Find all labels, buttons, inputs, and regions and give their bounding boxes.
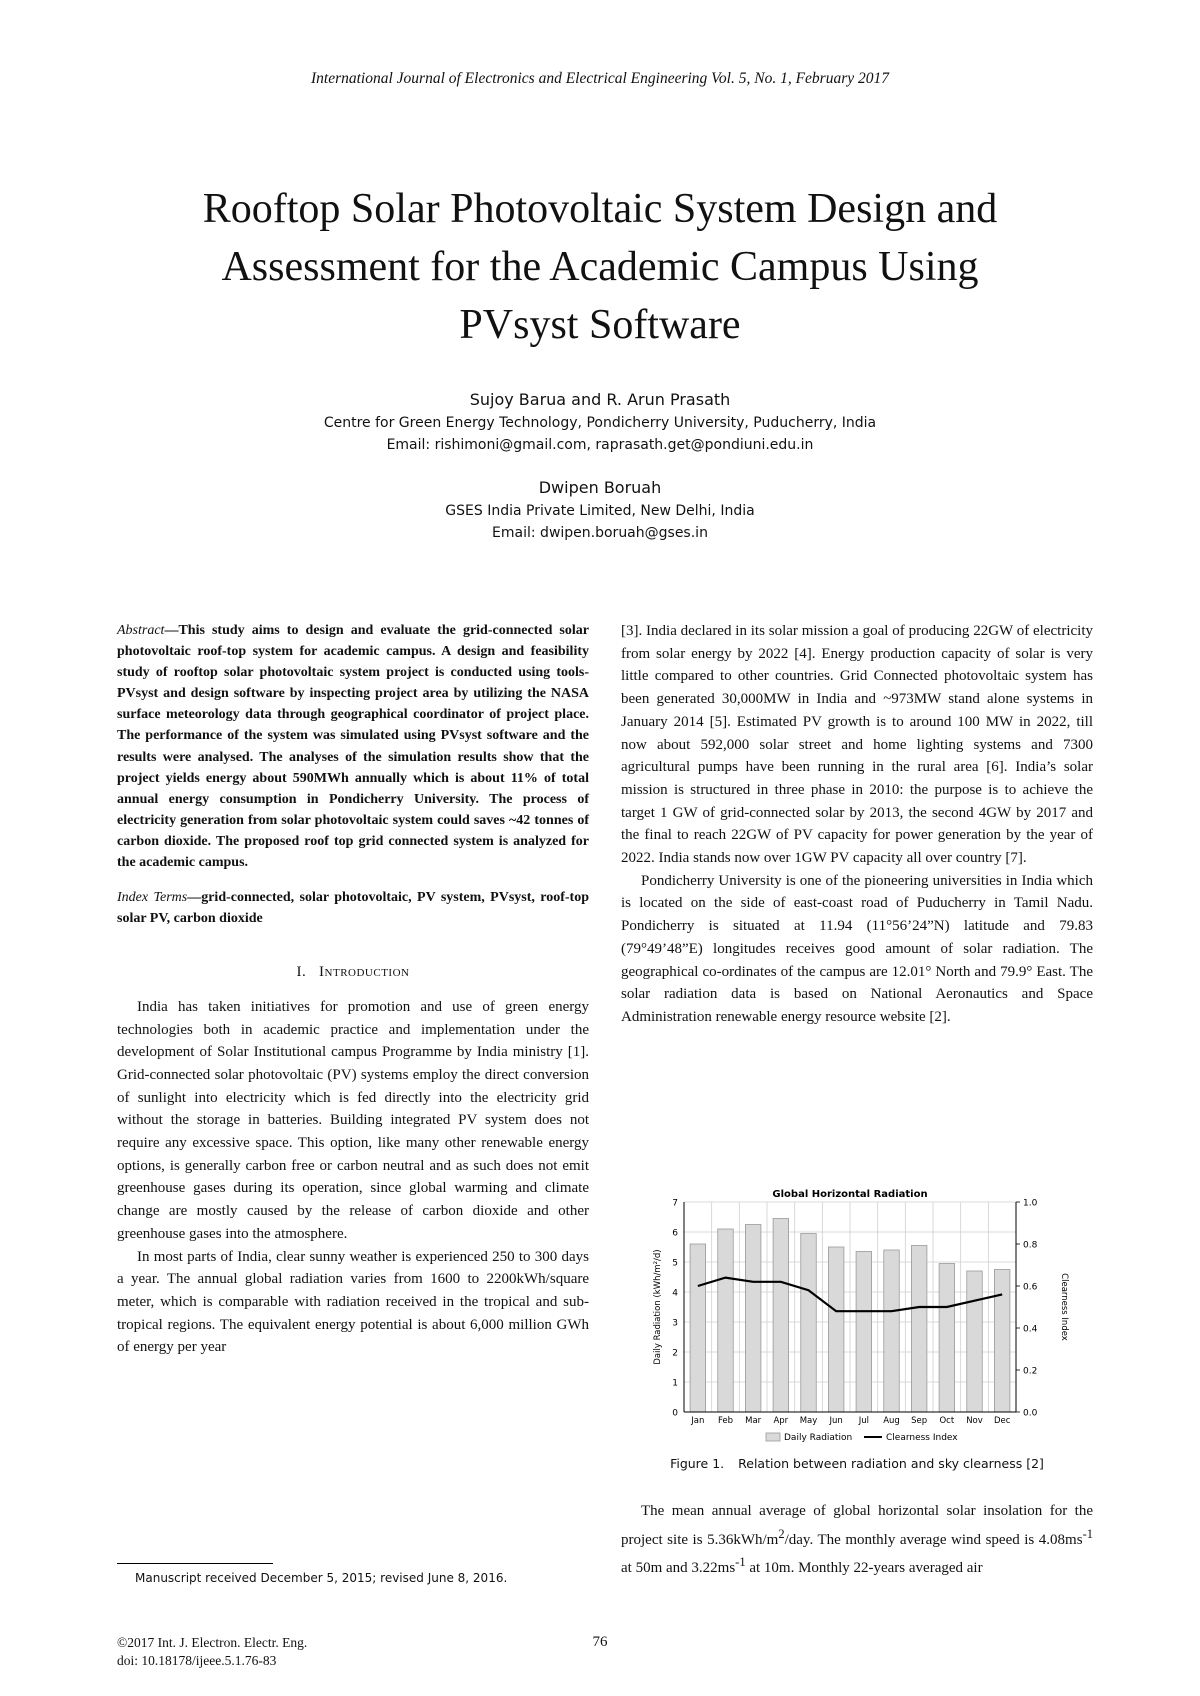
section-title: Introduction — [319, 964, 410, 981]
bar-daily-radiation — [911, 1246, 926, 1413]
left-column — [117, 620, 589, 1359]
title-line: PVsyst Software — [459, 302, 741, 348]
abstract-text: —This study aims to design and evaluate the grid-connected solar photovoltaic roof-top system for academic campus. A design and feasibility study of rooftop solar photovoltaic system project is conducted using tools- PVsyst and design software by inspecting project area by utilizing the NASA surface meteorology data through geographical coordinator of project place. The performance of the system was simulated using PVsyst software and the results were analysed. The analyses of the simulation results show that the project yields energy about 590MWh annually which is about 11% of total annual energy consumption in Pondicherry University. The process of electricity generation from solar photovoltaic system could saves ~42 tonnes of carbon dioxide. The proposed roof top grid connected system is analyzed for the academic campus. — [117, 623, 589, 871]
title-line: Rooftop Solar Photovoltaic System Design and — [202, 186, 998, 232]
bar-daily-radiation — [745, 1225, 760, 1413]
section-heading — [117, 961, 589, 984]
page-number: 76 — [592, 1634, 608, 1650]
y-tick-label: 4 — [672, 1288, 678, 1299]
y-axis-label: Daily Radiation (kWh/m²/d) — [653, 1249, 663, 1365]
y-tick-label: 5 — [672, 1258, 678, 1269]
figure-caption — [621, 1456, 1093, 1471]
author-affiliation: Centre for Green Energy Technology, Pondicherry University, Puducherry, India — [323, 415, 877, 431]
y-right-tick-label: 0.4 — [1023, 1324, 1038, 1335]
abstract — [117, 620, 589, 873]
superscript: 2 — [778, 1526, 785, 1541]
index-terms — [117, 887, 589, 929]
y-right-axis-label: Clearness Index — [1059, 1273, 1069, 1341]
y-tick-label: 2 — [672, 1348, 678, 1359]
text-run: at 50m and 3.22ms — [621, 1560, 736, 1577]
footnote: Manuscript received December 5, 2015; revised June 8, 2016. — [135, 1571, 508, 1585]
journal-header: International Journal of Electronics and Electrical Engineering Vol. 5, No. 1, February 2017 — [310, 70, 889, 87]
body-paragraph: In most parts of India, clear sunny weather is experienced 250 to 300 days a year. The annual global radiation varies from 1600 to 2200kWh/square meter, which is comparable with radiation received in the tropical and sub-tropical regions. The equivalent energy potential is about 6,000 million GWh of energy per year — [117, 1248, 589, 1356]
author-names: Sujoy Barua and R. Arun Prasath — [469, 390, 731, 409]
author-email: Email: dwipen.boruah@gses.in — [492, 525, 708, 541]
y-tick-label: 6 — [672, 1228, 678, 1239]
bar-daily-radiation — [856, 1252, 871, 1413]
x-tick-label: Jul — [858, 1416, 869, 1426]
bar-daily-radiation — [884, 1250, 899, 1412]
text-run: /day. The monthly average wind speed is 4.08ms — [784, 1531, 1083, 1548]
legend-swatch-bar — [766, 1433, 780, 1441]
figure-number: Figure 1. — [670, 1456, 725, 1471]
body-paragraph: India has taken initiatives for promotion and use of green energy technologies both in academic practice and implementation under the development of Solar Institutional campus Programme by India ministry [1]. Grid-connected solar photovoltaic (PV) systems employ the direct conversion of sunlight into electricity which is fed directly into the electricity grid without the storage in batteries. Building integrated PV system does not require any excessive space. This option, like many other renewable energy options, is generally carbon free or carbon neutral and as such does not emit greenhouse gases during its operation, since global warming and climate change are mostly caused by the release of carbon dioxide and other greenhouse gases into the atmosphere. — [117, 998, 589, 1242]
author-email: Email: rishimoni@gmail.com, raprasath.get@pondiuni.edu.in — [386, 437, 814, 453]
bar-daily-radiation — [994, 1270, 1009, 1413]
author-block — [0, 388, 1200, 544]
text-run: The mean annual average of global horizontal solar insolation for the project site is 5.36kWh/m — [621, 1503, 1093, 1548]
title-line: Assessment for the Academic Campus Using — [221, 244, 979, 290]
author-affiliation: GSES India Private Limited, New Delhi, India — [445, 503, 755, 519]
body-paragraph: Pondicherry University is one of the pioneering universities in India which is located on the side of east-coast road of Puducherry in Tamil Nadu. Pondicherry is situated at 11.94 (11°56’24”N) latitude and 79.83 (79°49’48”E) longitudes receives good amount of solar radiation. The geographical co-ordinates of the campus are 12.01° North and 79.9° East. The solar radiation data is based on National Aeronautics and Space Administration renewable energy resource website [2]. — [621, 872, 1093, 1025]
y-tick-label: 0 — [672, 1408, 678, 1419]
x-tick-label: Sep — [911, 1416, 928, 1426]
insolation-paragraph — [621, 1500, 1093, 1580]
legend-label: Clearness Index — [886, 1433, 958, 1443]
abstract-label: Abstract — [117, 623, 165, 638]
y-tick-label: 1 — [672, 1378, 678, 1389]
x-tick-label: Jan — [691, 1416, 705, 1426]
index-terms-text: —grid-connected, solar photovoltaic, PV system, PVsyst, roof-top solar PV, carbon dioxide — [117, 890, 590, 927]
section-number: I. — [296, 964, 307, 981]
y-tick-label: 7 — [672, 1198, 678, 1209]
x-tick-label: Mar — [745, 1416, 762, 1426]
x-tick-label: May — [799, 1416, 818, 1426]
copyright: ©2017 Int. J. Electron. Electr. Eng. — [117, 1635, 308, 1650]
bar-daily-radiation — [828, 1247, 843, 1412]
y-tick-label: 3 — [672, 1318, 678, 1329]
footnote-rule — [117, 1563, 273, 1564]
superscript: -1 — [1082, 1526, 1093, 1541]
y-right-tick-label: 0.0 — [1023, 1408, 1038, 1419]
bar-daily-radiation — [939, 1264, 954, 1413]
superscript: -1 — [735, 1555, 746, 1570]
x-tick-label: Apr — [773, 1416, 789, 1426]
x-tick-label: Aug — [883, 1416, 900, 1426]
chart-title: Global Horizontal Radiation — [772, 1189, 928, 1200]
bar-daily-radiation — [690, 1244, 705, 1412]
legend-label: Daily Radiation — [784, 1433, 853, 1443]
x-tick-label: Jun — [829, 1416, 843, 1426]
body-paragraph — [621, 1500, 1093, 1580]
author-names: Dwipen Boruah — [538, 478, 662, 497]
x-tick-label: Nov — [966, 1416, 983, 1426]
radiation-chart — [648, 1186, 1078, 1470]
y-right-tick-label: 0.2 — [1023, 1366, 1038, 1377]
x-tick-label: Oct — [939, 1416, 955, 1426]
y-right-tick-label: 0.6 — [1023, 1282, 1038, 1293]
doi: doi: 10.18178/ijeee.5.1.76-83 — [117, 1653, 277, 1668]
y-right-tick-label: 0.8 — [1023, 1240, 1038, 1251]
body-paragraph: [3]. India declared in its solar mission a goal of producing 22GW of electricity from solar energy by 2022 [4]. Energy production capacity of solar is very little compared to other countries. Grid Connected photovoltaic system has been generated 30,000MW in India and ~973MW stand alone systems in January 2014 [5]. Estimated PV growth is to around 100 MW in 2022, till now about 592,000 solar street and home lighting systems and 7300 agricultural pumps have been running in the rural area [6]. India’s solar mission is structured in three phase in 2010: the purpose is to achieve the target 1 GW of grid-connected solar by 2013, the second 4GW by 2017 and the final to reach 22GW of PV capacity for power generation by the year of 2022. India stands now over 1GW PV capacity all over country [7]. — [621, 623, 1093, 867]
x-tick-label: Feb — [717, 1416, 734, 1426]
bar-daily-radiation — [718, 1229, 733, 1412]
right-column — [621, 620, 1093, 1029]
figure-radiation-chart — [648, 1186, 1078, 1470]
bar-daily-radiation — [773, 1219, 788, 1413]
y-right-tick-label: 1.0 — [1023, 1198, 1038, 1209]
bar-daily-radiation — [801, 1234, 816, 1413]
text-run: at 10m. Monthly 22-years averaged air — [745, 1560, 983, 1577]
paper-title — [100, 180, 1100, 354]
index-terms-label: Index Terms — [117, 890, 188, 906]
bar-daily-radiation — [967, 1271, 982, 1412]
x-tick-label: Dec — [993, 1416, 1011, 1426]
figure-caption-text: Relation between radiation and sky clearness [2] — [738, 1456, 1044, 1471]
